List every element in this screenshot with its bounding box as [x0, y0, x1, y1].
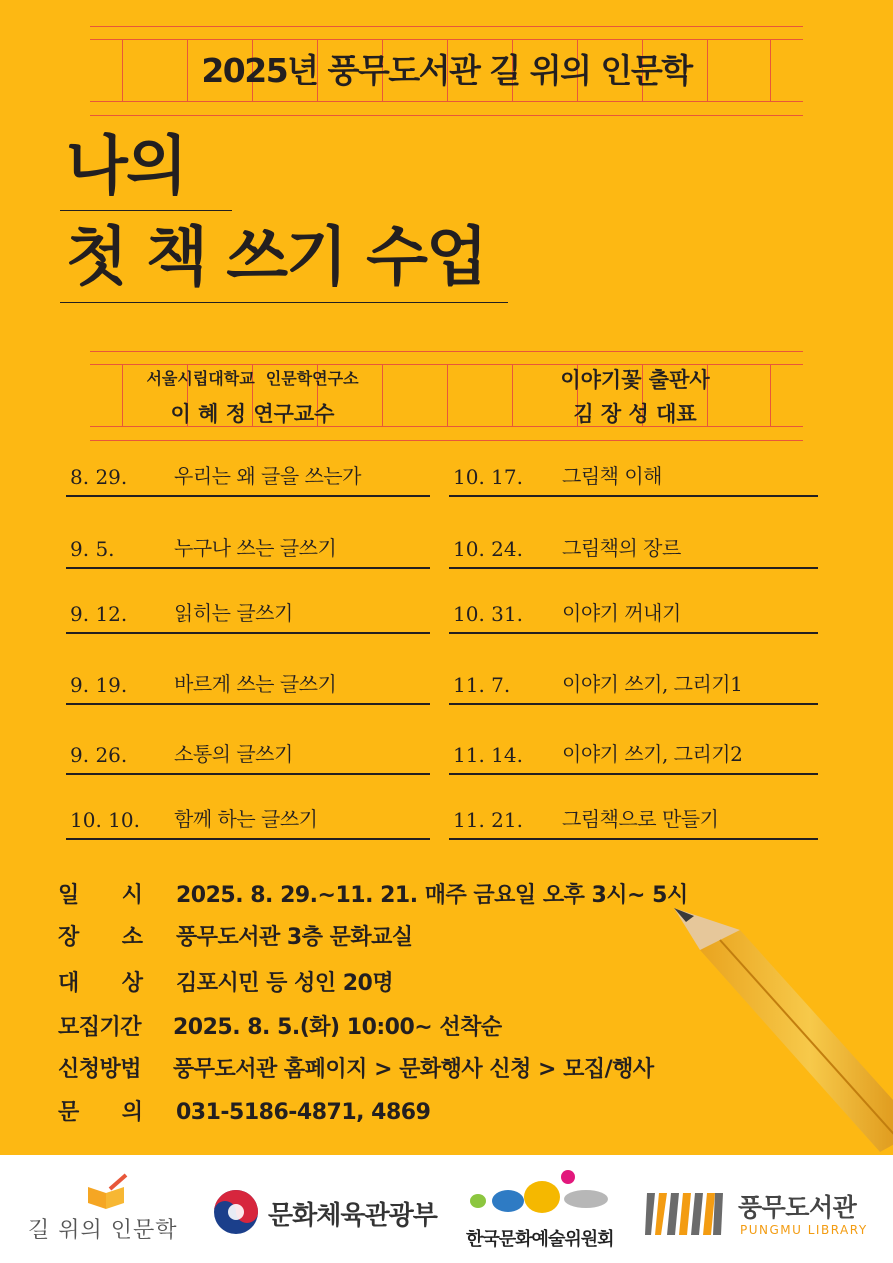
schedule-row [66, 535, 430, 569]
schedule-topic: 이야기 쓰기, 그리기1 [562, 672, 743, 696]
schedule-topic: 그림책의 장르 [562, 536, 681, 560]
schedule-row [66, 463, 430, 497]
info-label: 장 소 [58, 925, 143, 950]
taegeuk-icon [212, 1188, 260, 1236]
schedule-row [449, 741, 818, 775]
schedule-date: 11. 7. [453, 673, 511, 697]
schedule-date: 11. 14. [453, 743, 523, 767]
info-label: 문 의 [58, 1100, 143, 1125]
schedule-row [449, 600, 818, 634]
schedule-date: 10. 17. [453, 465, 523, 489]
schedule-topic: 그림책 이해 [562, 464, 662, 488]
schedule-date: 11. 21. [453, 808, 523, 832]
schedule-date: 9. 5. [70, 537, 115, 561]
info-value: 2025. 8. 5.(화) 10:00~ 선착순 [173, 1015, 502, 1040]
book-pencil-icon [84, 1173, 132, 1211]
info-value: 2025. 8. 29.~11. 21. 매주 금요일 오후 3시~ 5시 [176, 883, 688, 908]
info-value: 031-5186-4871, 4869 [176, 1100, 431, 1125]
logo-pungmu-library: 풍무도서관 [738, 1193, 857, 1222]
info-value: 풍무도서관 3층 문화교실 [176, 925, 413, 950]
logo-humanities-on-the-road: 길 위의 인문학 [28, 1218, 178, 1243]
library-books-icon [645, 1189, 723, 1239]
info-label: 일 시 [58, 883, 143, 908]
schedule-row [449, 535, 818, 569]
footer-logos [0, 1155, 893, 1263]
schedule-date: 8. 29. [70, 465, 128, 489]
title-rule-2 [60, 302, 508, 303]
schedule-date: 10. 10. [70, 808, 140, 832]
schedule-row [66, 806, 430, 840]
schedule-topic: 소통의 글쓰기 [174, 742, 293, 766]
schedule-topic: 누구나 쓰는 글쓰기 [174, 536, 337, 560]
program-heading: 2025년 풍무도서관 길 위의 인문학 [201, 51, 692, 90]
schedule-row [449, 806, 818, 840]
schedule-topic: 그림책으로 만들기 [562, 807, 719, 831]
schedule-row [449, 671, 818, 705]
title-line-2: 첫 책 쓰기 수업 [66, 221, 486, 295]
lecturer-1-name: 이 혜 정 연구교수 [170, 402, 335, 426]
title-line-1: 나의 [66, 130, 186, 204]
lecturer-1-org: 서울시립대학교 인문학연구소 [146, 369, 359, 388]
info-value: 풍무도서관 홈페이지 > 문화행사 신청 > 모집/행사 [173, 1057, 654, 1082]
schedule-row [66, 741, 430, 775]
schedule-date: 9. 26. [70, 743, 128, 767]
schedule-topic: 이야기 꺼내기 [562, 601, 681, 625]
arts-council-shapes-icon [468, 1169, 613, 1219]
schedule-topic: 함께 하는 글쓰기 [174, 807, 318, 831]
title-rule-1 [60, 210, 232, 211]
schedule-row [66, 600, 430, 634]
schedule-date: 10. 24. [453, 537, 523, 561]
logo-arts-council-korea: 한국문화예술위원회 [466, 1229, 614, 1250]
schedule-topic: 이야기 쓰기, 그리기2 [562, 742, 743, 766]
info-label: 모집기간 [58, 1015, 142, 1040]
pencil-icon [660, 890, 893, 1152]
schedule-row [449, 463, 818, 497]
logo-ministry-culture: 문화체육관광부 [268, 1201, 437, 1231]
schedule-date: 9. 19. [70, 673, 128, 697]
lecturer-2-name: 김 장 성 대표 [573, 402, 697, 426]
schedule-date: 10. 31. [453, 602, 523, 626]
schedule-topic: 바르게 쓰는 글쓰기 [174, 672, 337, 696]
schedule-date: 9. 12. [70, 602, 128, 626]
info-label: 대 상 [58, 971, 143, 996]
schedule-topic: 읽히는 글쓰기 [174, 601, 293, 625]
schedule-row [66, 671, 430, 705]
info-label: 신청방법 [58, 1057, 142, 1082]
lecturer-2-org: 이야기꽃 출판사 [560, 368, 710, 392]
logo-pungmu-library-en: PUNGMU LIBRARY [740, 1223, 868, 1237]
schedule-topic: 우리는 왜 글을 쓰는가 [174, 464, 361, 488]
info-value: 김포시민 등 성인 20명 [176, 971, 394, 996]
